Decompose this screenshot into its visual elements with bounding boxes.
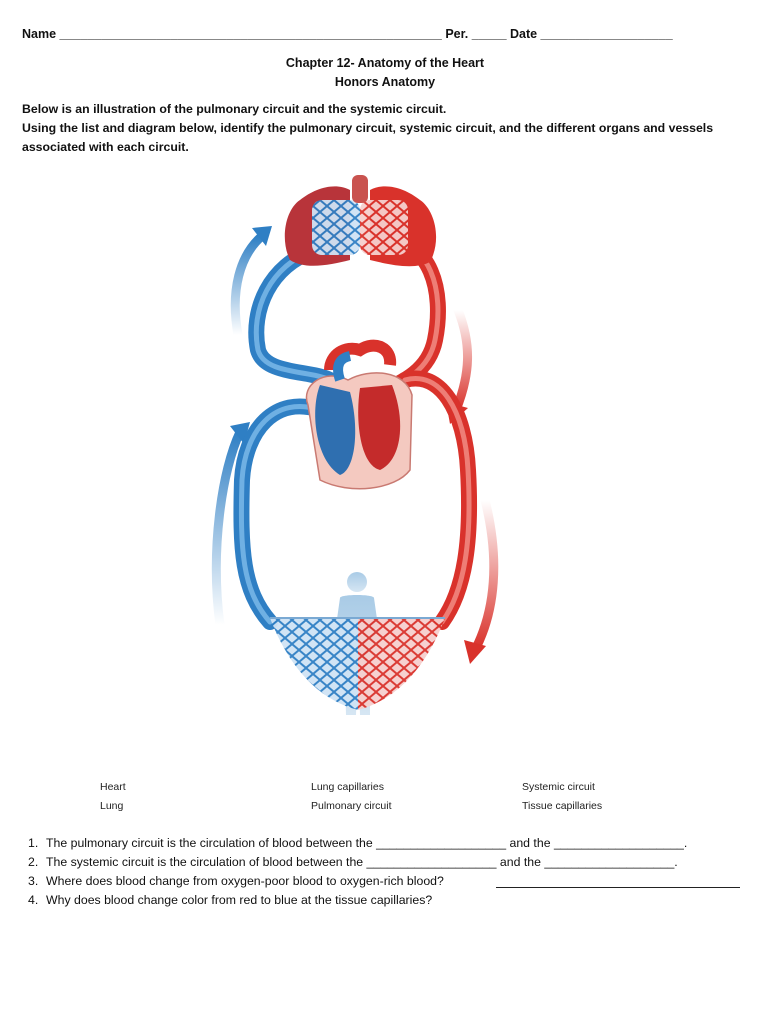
question-2	[28, 855, 678, 869]
course-title: Honors Anatomy	[334, 75, 436, 89]
chapter-title: Chapter 12- Anatomy of the Heart	[285, 56, 485, 70]
name-period-date-line: Name _______________________________________________________ Per. _____ Date ___________________	[22, 27, 673, 41]
question-number: 1.	[28, 836, 39, 850]
question-number: 3.	[28, 874, 39, 888]
word-bank-tissue-capillaries: Tissue capillaries	[522, 800, 603, 812]
lungs-illustration	[285, 175, 436, 266]
question-text: The systemic circuit is the circulation of blood between the ___________________ and the ___________________.	[46, 855, 678, 869]
answer-line-question-3[interactable]	[496, 887, 740, 888]
question-text: Where does blood change from oxygen-poor blood to oxygen-rich blood?	[46, 874, 444, 888]
circulation-diagram	[180, 170, 540, 730]
question-4	[28, 893, 432, 907]
word-bank-pulmonary-circuit: Pulmonary circuit	[311, 800, 392, 812]
instructions	[22, 100, 742, 157]
heart-illustration	[306, 346, 412, 489]
question-number: 2.	[28, 855, 39, 869]
word-bank-systemic-circuit: Systemic circuit	[522, 781, 595, 793]
question-1	[28, 836, 687, 850]
question-text: Why does blood change color from red to blue at the tissue capillaries?	[46, 893, 433, 907]
word-bank-heart: Heart	[100, 781, 126, 793]
word-bank-lung-capillaries: Lung capillaries	[311, 781, 384, 793]
tissue-capillaries-illustration	[270, 618, 445, 710]
question-3	[28, 874, 444, 888]
question-text: The pulmonary circuit is the circulation of blood between the ___________________ and the ___________________.	[46, 836, 688, 850]
instructions-line-1: Below is an illustration of the pulmonary circuit and the systemic circuit.	[22, 102, 447, 116]
word-bank-lung: Lung	[100, 800, 124, 812]
instructions-line-2: Using the list and diagram below, identify the pulmonary circuit, systemic circuit, and the different organs and vessels associated with each circuit.	[22, 121, 714, 154]
question-number: 4.	[28, 893, 39, 907]
